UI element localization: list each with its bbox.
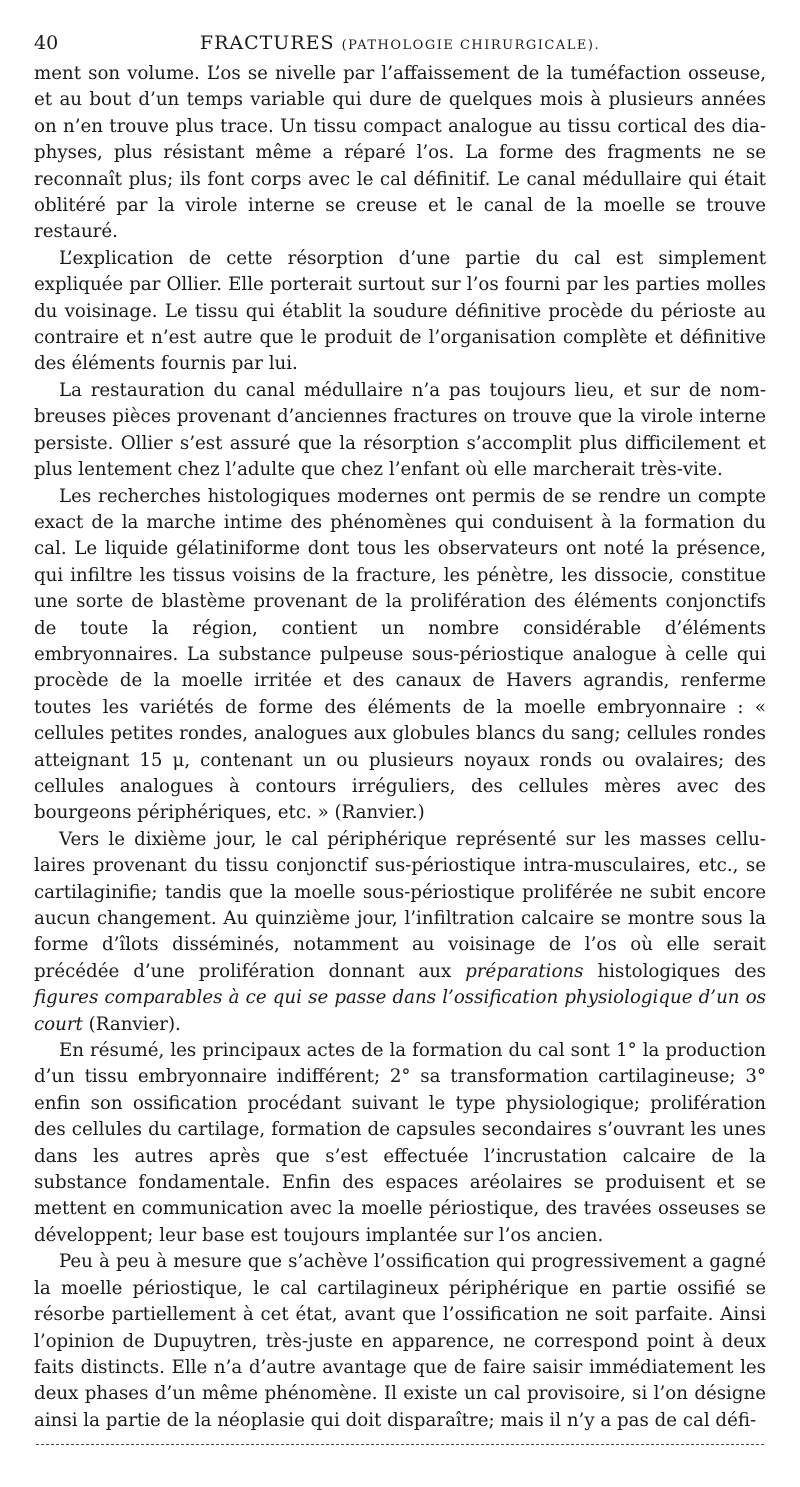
paragraph-5-text-b: histologiques des	[583, 960, 766, 982]
paragraph-3: La restauration du canal médullaire n’a pas toujours lieu, et sur de nombreuses pièces provenant d’anciennes fractures on trouve que la virole interne persiste. Ollier s’est assuré que la résorption s’accomplit plus difficilement et plus lentement chez l’adulte que chez l’enfant où elle marcherait très-vite.	[34, 379, 766, 481]
paragraph-5-italic-a: préparations	[465, 960, 584, 982]
paragraph-5-text-a: Vers le dixième jour, le cal périphérique représenté sur les masses cellulaires provenant du tissu conjonctif sus-périostique intra-musculaires, etc., se cartilaginifie; tandis que la moelle sous-périostique proliférée ne subit encore aucun changement. Au quinzième jour, l’infiltration calcaire se montre sous la forme d’îlots disséminés, notamment au voisinage de l’os où elle serait précédée d’une prolifération donnant aux	[34, 828, 766, 982]
running-head	[34, 30, 766, 59]
body-text	[34, 61, 766, 1434]
page-number: 40	[34, 32, 59, 54]
paragraph-6: En résumé, les principaux actes de la formation du cal sont 1° la production d’un tissu embryonnaire indifférent; 2° sa transformation cartilagineuse; 3° enfin son ossification procédant suivant le type physiologique; prolifération des cellules du cartilage, formation de capsules secondaires s’ouvrant les unes dans les autres après que s’est effectuée l’incrustation calcaire de la substance fondamentale. Enfin des espaces aréolaires se produisent et se mettent en communication avec la moelle périostique, des travées osseuses se développent; leur base est toujours implantée sur l’os ancien.	[34, 1040, 766, 1246]
paragraph-5	[34, 827, 766, 1038]
paragraph-4: Les recherches histologiques modernes ont permis de se rendre un compte exact de la marche intime des phénomènes qui conduisent à la formation du cal. Le liquide gélatiniforme dont tous les observateurs ont noté la présence, qui infiltre les tissus voisins de la fracture, les pénètre, les dissocie, constitue une sorte de blastème provenant de la prolifération des éléments conjonctifs de toute la région, contient un nombre considérable d’éléments embryonnaires. La substance pulpeuse sous-périostique analogue à celle qui procède de la moelle irritée et des canaux de Havers agrandis, renferme toutes les variétés de forme des éléments de la moelle embryonnaire : « cellules petites rondes, analogues aux globules blancs du sang; cellules rondes atteignant 15 μ, contenant un ou plusieurs noyaux ronds ou ovalaires; des cellules analogues à contours irréguliers, des cellules mères avec des bourgeons périphériques, etc. » (Ranvier.)	[34, 485, 766, 824]
running-head-title: FRACTURES	[199, 32, 335, 54]
paragraph-2: L’explication de cette résorption d’une partie du cal est simplement expliquée par Ollier. Elle porterait surtout sur l’os fourni par les parties molles du voisinage. Le tissu qui établit la soudure définitive procède du périoste au contraire et n’est autre que le produit de l’organisation complète et définitive des éléments fournis par lui.	[34, 247, 766, 375]
paragraph-7: Peu à peu à mesure que s’achève l’ossification qui progressivement a gagné la moelle périostique, le cal cartilagineux périphérique en partie ossifié se résorbe partiellement à cet état, avant que l’ossification ne soit parfaite. Ainsi l’opinion de Dupuytren, très-juste en apparence, ne correspond point à deux faits distincts. Elle n’a d’autre avantage que de faire saisir immédiatement les deux phases d’un même phénomène. Il existe un cal provisoire, si l’on désigne ainsi la partie de la néoplasie qui doit disparaître; mais il n’y a pas de cal défi-	[34, 1251, 766, 1431]
paragraph-5-text-c: (Ranvier).	[82, 1013, 181, 1035]
page-header	[34, 30, 766, 56]
paragraph-1: ment son volume. L’os se nivelle par l’affaissement de la tuméfaction osseuse, et au bout d’un temps variable qui dure de quelques mois à plusieurs années on n’en trouve plus trace. Un tissu compact analogue au tissu cortical des diaphyses, plus résistant même a réparé l’os. La forme des fragments ne se reconnaît plus; ils font corps avec le cal définitif. Le canal médullaire qui était oblitéré par la virole interne se creuse et le canal de la moelle se trouve restauré.	[34, 63, 766, 243]
running-head-subtitle: (PATHOLOGIE CHIRURGICALE).	[341, 38, 601, 53]
paragraph-5-italic-b: figures comparables à ce qui se passe dans l’ossification physiologique d’un os court	[34, 987, 766, 1035]
footer-rule	[36, 1444, 764, 1445]
